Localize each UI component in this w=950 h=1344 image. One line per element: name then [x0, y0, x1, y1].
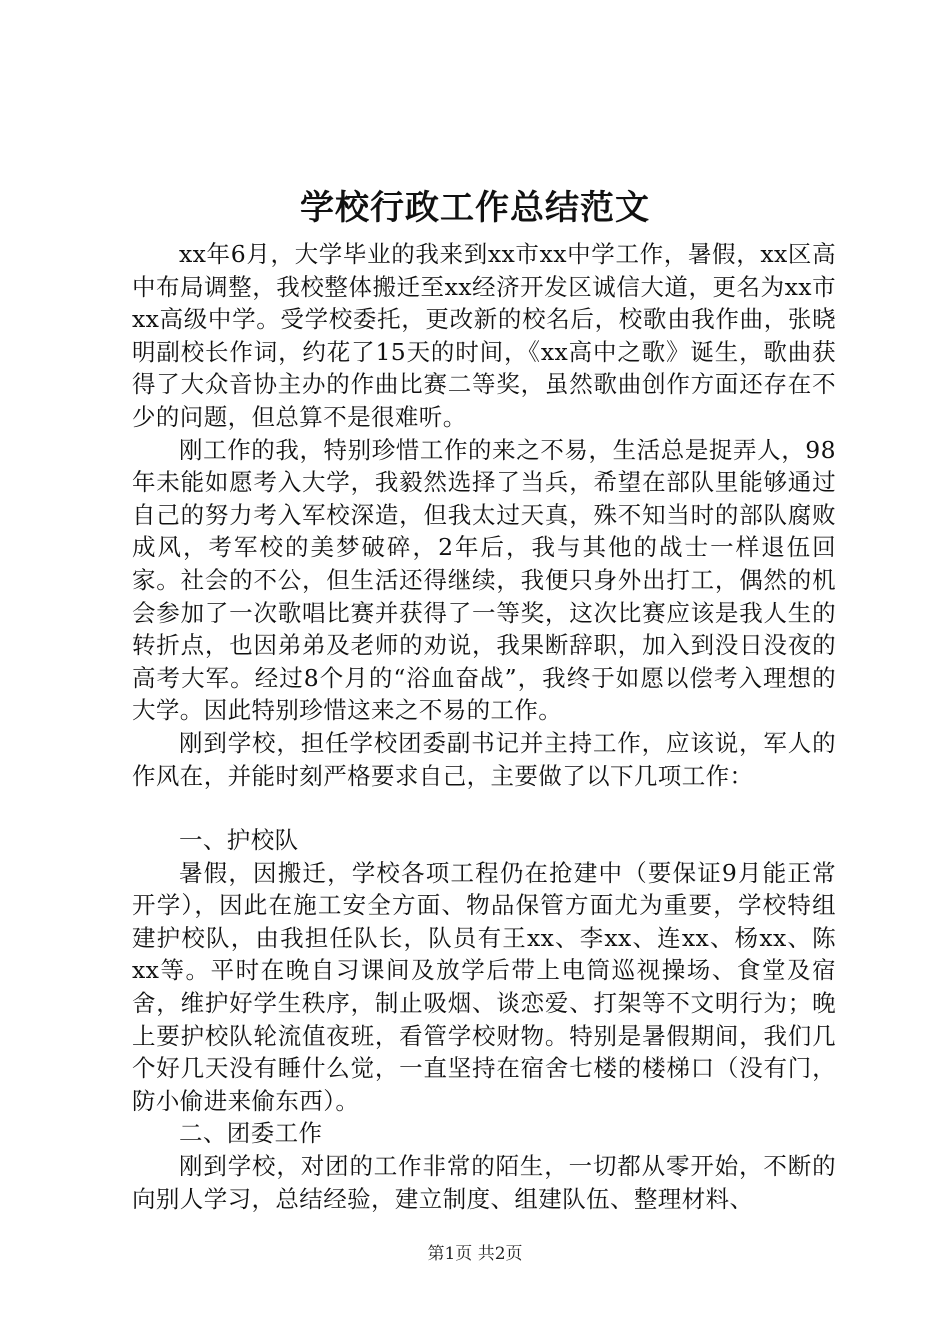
- paragraph-school-guard: 暑假，因搬迁，学校各项工程仍在抢建中（要保证9月能正常开学），因此在施工安全方面、物品保管方面尤为重要，学校特组建护校队，由我担任队长，队员有王xx、李xx、连xx、杨xx、陈xx等。平时在晚自习课间及放学后带上电筒巡视操场、食堂及宿舍，维护好学生秩序，制止吸烟、谈恋爱、打架等不文明行为；晚上要护校队轮流值夜班，看管学校财物。特别是暑假期间，我们几个好几天没有睡什么觉，一直坚持在宿舍七楼的楼梯口（没有门，防小偷进来偷东西）。: [132, 858, 836, 1115]
- section-heading-youth-league: 二、团委工作: [179, 1119, 323, 1148]
- paragraph-spacer: [132, 792, 836, 824]
- paragraph-youth-league: 刚到学校，对团的工作非常的陌生，一切都从零开始，不断的向别人学习，总结经验，建立制度、组建队伍、整理材料、: [132, 1152, 836, 1213]
- document-body: [132, 238, 836, 1215]
- document-title: 学校行政工作总结范文: [300, 188, 650, 228]
- paragraph-background: 刚工作的我，特别珍惜工作的来之不易，生活总是捉弄人，98年未能如愿考入大学，我毅然选择了当兵，希望在部队里能够通过自己的努力考入军校深造，但我太过天真，殊不知当时的部队腐败成风，考军校的美梦破碎，2年后，我与其他的战士一样退伍回家。社会的不公，但生活还得继续，我便只身外出打工，偶然的机会参加了一次歌唱比赛并获得了一等奖，这次比赛应该是我人生的转折点，也因弟弟及老师的劝说，我果断辞职，加入到没日没夜的高考大军。经过8个月的“浴血奋战”，我终于如愿以偿考入理想的大学。因此特别珍惜这来之不易的工作。: [132, 435, 836, 725]
- page-footer: 第1页 共2页: [427, 1244, 523, 1264]
- paragraph-intro: xx年6月，大学毕业的我来到xx市xx中学工作，暑假，xx区高中布局调整，我校整体搬迁至xx经济开发区诚信大道，更名为xx市xx高级中学。受学校委托，更改新的校名后，校歌由我作曲，张晓明副校长作词，约花了15天的时间，《xx高中之歌》诞生，歌曲获得了大众音协主办的作曲比赛二等奖，虽然歌曲创作方面还存在不少的问题，但总算不是很难听。: [132, 240, 836, 431]
- section-heading-school-guard: 一、护校队: [179, 826, 299, 855]
- paragraph-duties: 刚到学校，担任学校团委副书记并主持工作，应该说，军人的作风在，并能时刻严格要求自己，主要做了以下几项工作：: [132, 728, 836, 790]
